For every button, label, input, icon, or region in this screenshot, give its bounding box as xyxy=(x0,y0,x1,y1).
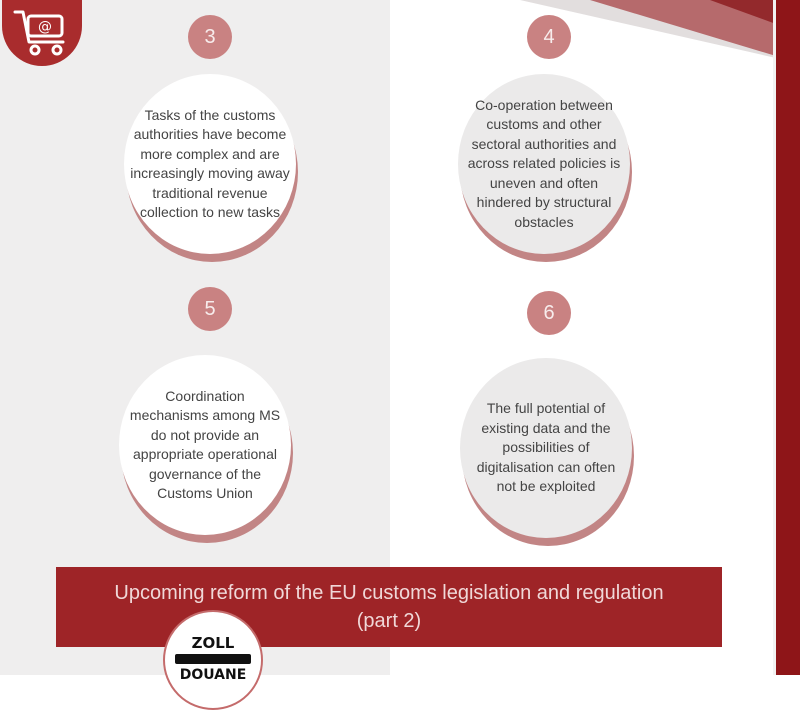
step-text-6: The full potential of existing data and the possibilities of digitalisation can often not be exploited xyxy=(476,400,616,495)
sign-top-text: ZOLL xyxy=(191,634,235,652)
sign-bar xyxy=(175,654,251,664)
step-text-3: Tasks of the customs authorities have become more complex and are increasingly moving away traditional revenue collection to new tasks xyxy=(130,106,290,220)
card-face xyxy=(458,74,630,254)
step-number-3: 3 xyxy=(188,15,232,59)
at-symbol: @ xyxy=(38,19,52,35)
banner-line-2: (part 2) xyxy=(356,610,422,632)
shopping-cart-icon xyxy=(11,4,73,60)
customs-sign-icon xyxy=(163,610,263,710)
cart-badge xyxy=(2,0,82,66)
sign-bottom-text: DOUANE xyxy=(179,667,247,683)
step-number-4: 4 xyxy=(527,15,571,59)
step-text-5: Coordination mechanisms among MS do not provide an appropriate operational governance of the Customs Union xyxy=(129,387,281,501)
card-face xyxy=(119,355,291,535)
step-card-5 xyxy=(119,355,291,539)
card-face xyxy=(460,358,632,538)
card-face xyxy=(124,74,296,254)
step-card-3 xyxy=(124,74,296,258)
banner-line-1: Upcoming reform of the EU customs legislation and regulation xyxy=(114,582,664,604)
step-number-5: 5 xyxy=(188,287,232,331)
title-banner xyxy=(56,567,722,647)
step-number-6: 6 xyxy=(527,291,571,335)
step-card-6 xyxy=(460,358,632,542)
step-card-4 xyxy=(458,74,630,258)
step-text-4: Co-operation between customs and other sectoral authorities and across related policies is uneven and often hindered by structural obstacles xyxy=(467,96,621,230)
right-stripe xyxy=(776,0,800,675)
